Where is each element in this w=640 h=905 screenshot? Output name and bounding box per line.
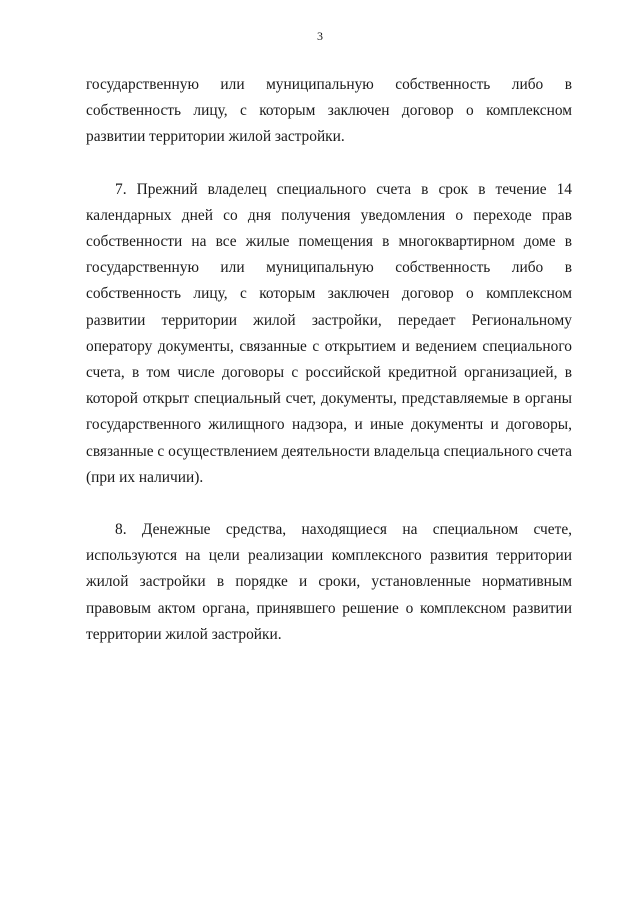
paragraph-gap bbox=[86, 151, 572, 177]
paragraph-item-8: 8. Денежные средства, находящиеся на специальном счете, используются на цели реализации комплексного развития территории жилой застройки в порядке и сроки, установленные нормативным правовым актом органа, принявшего решение о комплексном развитии территории жилой застройки. bbox=[86, 521, 572, 643]
document-body bbox=[86, 72, 572, 648]
page-number: 3 bbox=[317, 29, 323, 43]
paragraph-item-7: 7. Прежний владелец специального счета в срок в течение 14 календарных дней со дня получения уведомления о переходе прав собственности на все жилые помещения в многоквартирном доме в государственную или муниципальную собственность либо в собственность лицу, с которым заключен договор о комплексном развитии территории жилой застройки, передает Региональному оператору документы, связанные с открытием и ведением специального счета, в том числе договоры с российской кредитной организацией, в которой открыт специальный счет, документы, представляемые в органы государственного жилищного надзора, и иные документы и договоры, связанные с осуществлением деятельности владельца специального счета (при их наличии). bbox=[86, 180, 572, 486]
paragraph-gap bbox=[86, 491, 572, 517]
paragraph-continuation: государственную или муниципальную собственность либо в собственность лицу, с которым заключен договор о комплексном развитии территории жилой застройки. bbox=[86, 76, 572, 146]
